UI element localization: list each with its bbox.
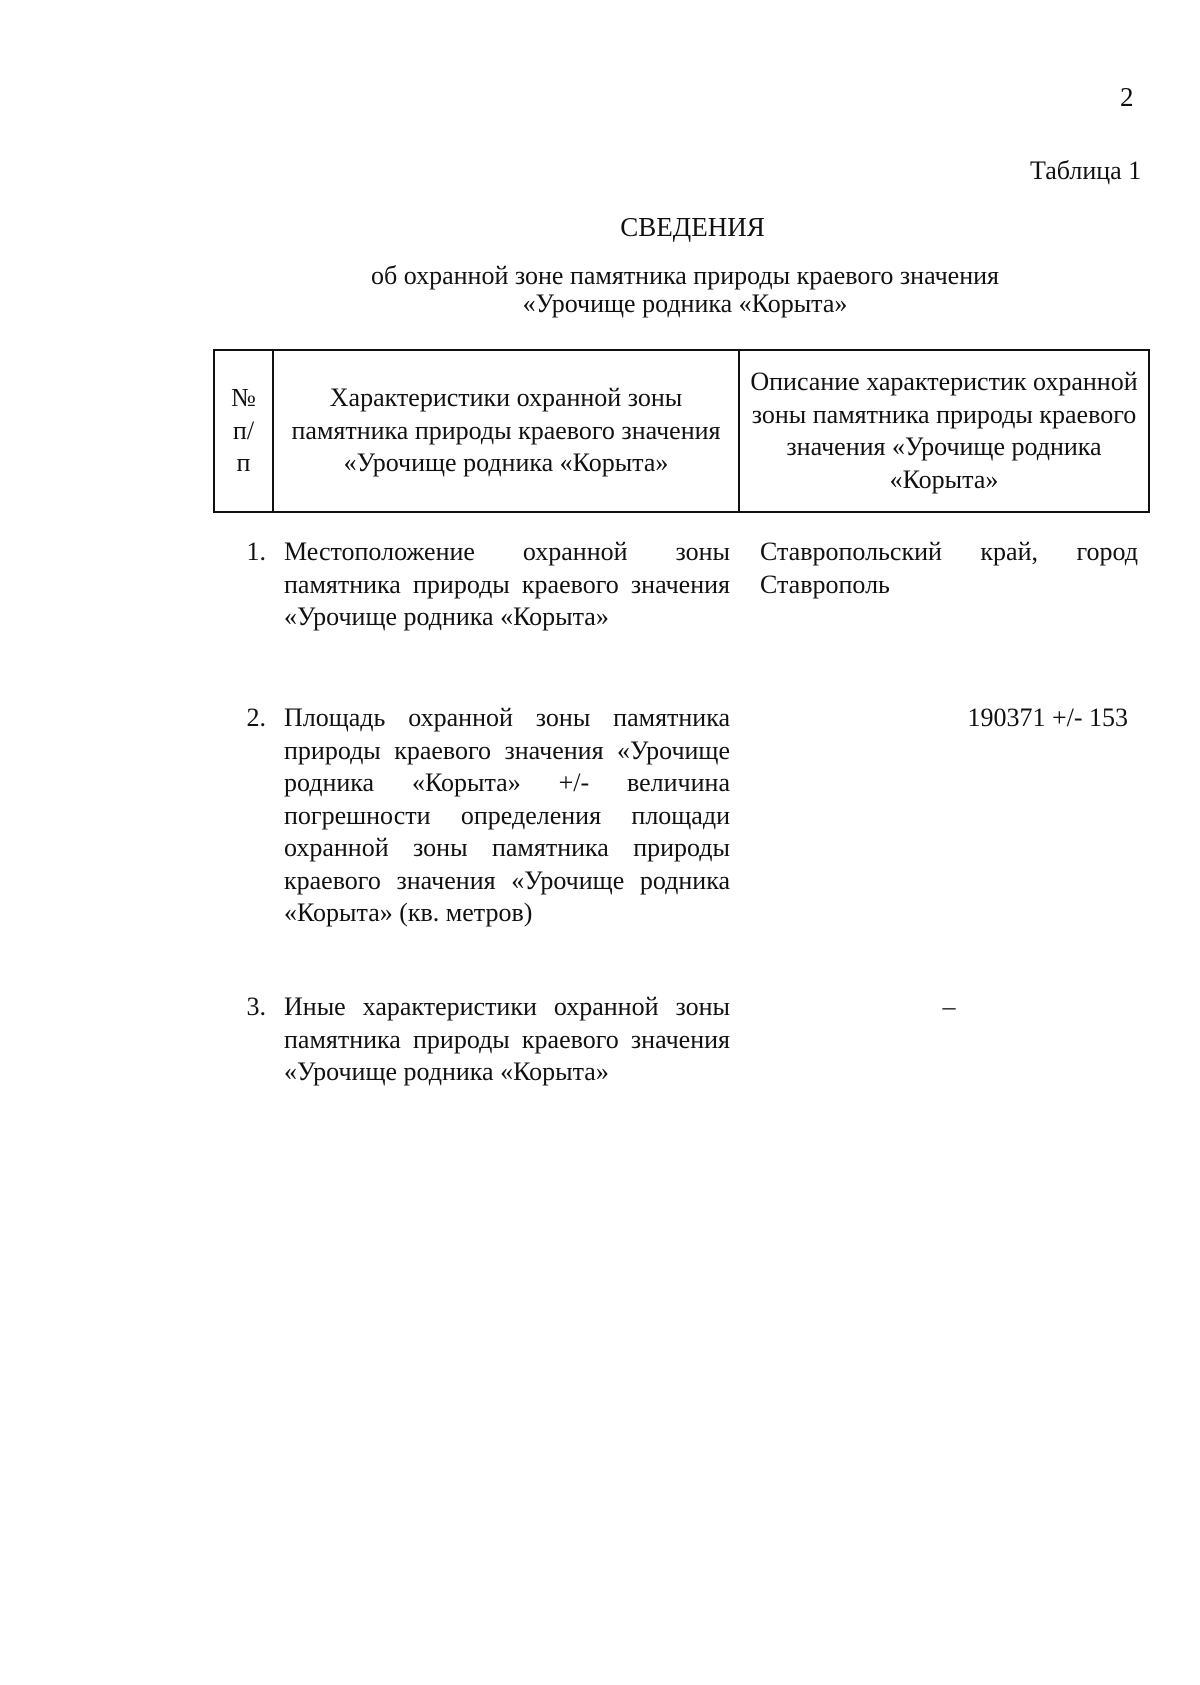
header-characteristics-label: Характеристики охранной зоны памятника природы краевого значения «Урочище родника «Корыта» xyxy=(291,383,721,478)
header-num xyxy=(215,351,274,511)
table-header xyxy=(213,349,1150,513)
table-row xyxy=(213,991,1150,1089)
row-number: 3. xyxy=(246,992,266,1021)
header-characteristics xyxy=(274,351,740,511)
table-label: Таблица 1 xyxy=(1030,156,1142,185)
subtitle-line-1: об охранной зоне памятника природы краевого значения xyxy=(371,261,999,290)
document-title: СВЕДЕНИЯ xyxy=(620,212,765,242)
document-subtitle xyxy=(330,262,1040,318)
header-num-label: № п/п xyxy=(231,383,256,478)
subtitle-line-2: «Урочище родника «Корыта» xyxy=(522,289,848,318)
header-description-label: Описание характеристик охранной зоны памятника природы краевого значения «Урочище родника «Корыта» xyxy=(750,367,1138,494)
page-number: 2 xyxy=(1120,82,1134,112)
table-row xyxy=(213,536,1150,634)
header-description xyxy=(740,351,1148,511)
row-description: – xyxy=(942,992,956,1021)
row-description: Ставропольский край, город Ставрополь xyxy=(760,537,1138,599)
row-description: 190371 +/- 153 xyxy=(967,703,1128,732)
row-characteristic: Площадь охранной зоны памятника природы краевого значения «Урочище родника «Корыта» +/- величина погрешности определения площади охранной зоны памятника природы краевого значения «Урочище родника «Корыта» (кв. метров) xyxy=(284,703,730,927)
row-characteristic: Местоположение охранной зоны памятника природы краевого значения «Урочище родника «Корыта» xyxy=(284,537,730,631)
row-number: 2. xyxy=(246,703,266,732)
row-characteristic: Иные характеристики охранной зоны памятника природы краевого значения «Урочище родника «Корыта» xyxy=(284,992,730,1086)
row-number: 1. xyxy=(246,537,266,566)
table-row xyxy=(213,702,1150,930)
